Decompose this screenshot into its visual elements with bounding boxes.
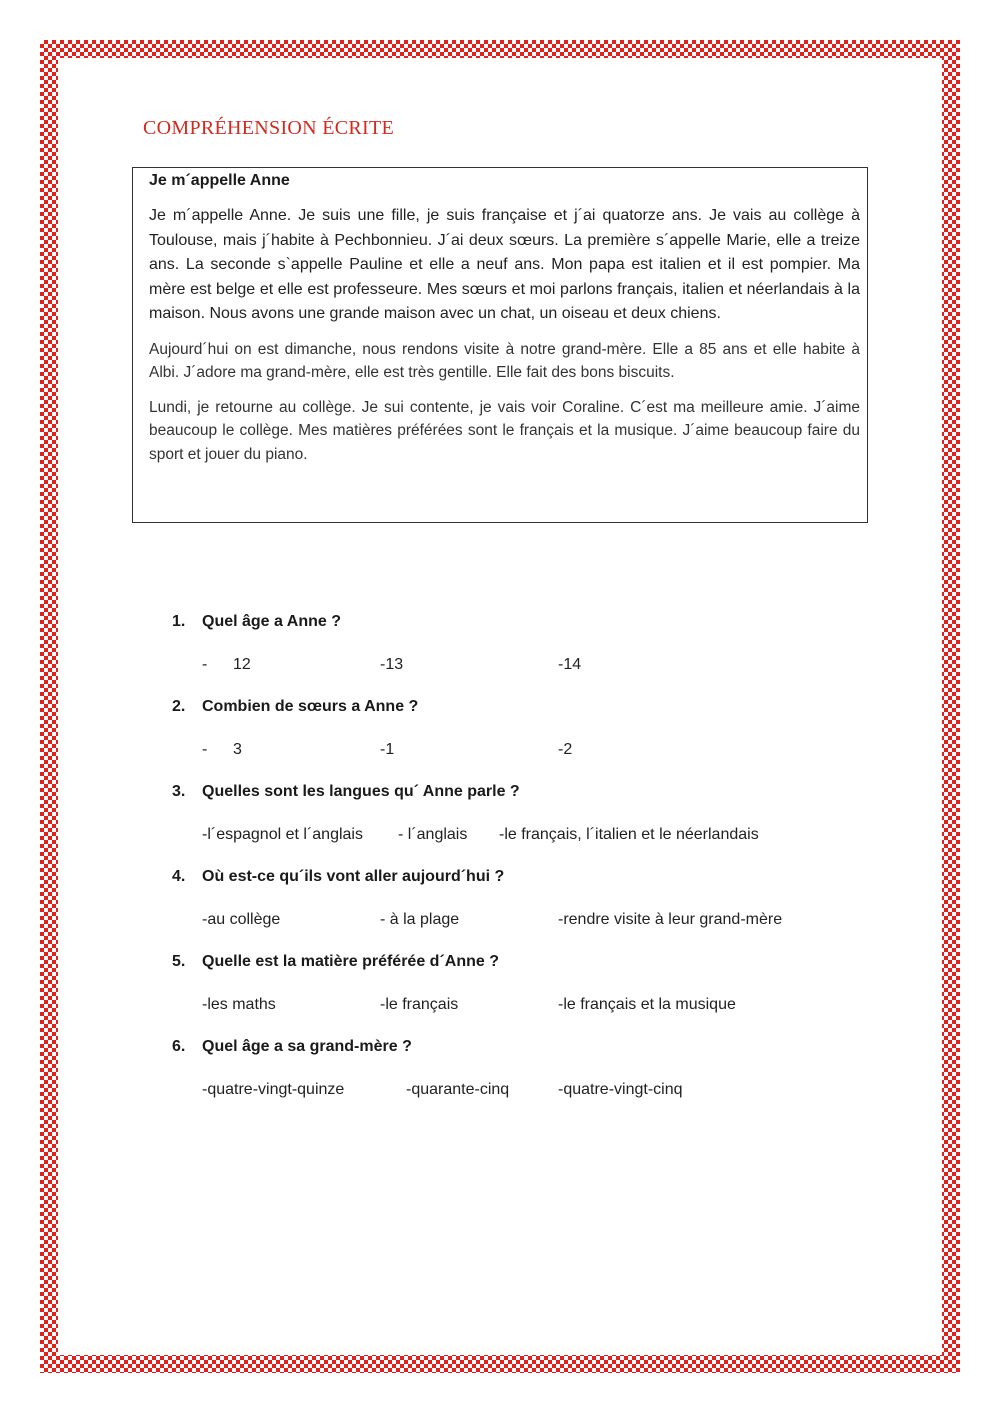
answer-option[interactable]: -le français, l´italien et le néerlandais <box>499 826 759 843</box>
question-number: 3. <box>172 783 186 800</box>
text-heading: Je m´appelle Anne <box>149 172 290 189</box>
answer-option[interactable]: -le français <box>380 996 459 1013</box>
answer-option[interactable]: 3 <box>233 741 242 758</box>
answer-option[interactable]: -l´espagnol et l´anglais <box>202 826 363 843</box>
question-number: 2. <box>172 698 186 715</box>
question-3 <box>172 783 892 868</box>
question-text: Quel âge a sa grand-mère ? <box>202 1038 412 1055</box>
question-text: Quelles sont les langues qu´ Anne parle ? <box>202 783 520 800</box>
answer-options <box>202 1081 882 1103</box>
answer-option[interactable]: -rendre visite à leur grand-mère <box>558 911 783 928</box>
question-text: Quelle est la matière préférée d´Anne ? <box>202 953 499 970</box>
reading-text-box <box>132 167 868 523</box>
answer-option[interactable]: - l´anglais <box>398 826 468 843</box>
question-text: Combien de sœurs a Anne ? <box>202 698 419 715</box>
answer-option[interactable]: -le français et la musique <box>558 996 736 1013</box>
question-text: Où est-ce qu´ils vont aller aujourd´hui ? <box>202 868 505 885</box>
question-list <box>172 613 892 1123</box>
option-marker: - <box>202 656 208 673</box>
question-number: 4. <box>172 868 186 885</box>
question-2 <box>172 698 892 783</box>
answer-option[interactable]: - à la plage <box>380 911 460 928</box>
question-text: Quel âge a Anne ? <box>202 613 341 630</box>
question-4 <box>172 868 892 953</box>
question-number: 5. <box>172 953 186 970</box>
answer-option[interactable]: -quatre-vingt-quinze <box>202 1081 345 1098</box>
text-paragraph-1: Je m´appelle Anne. Je suis une fille, je suis française et j´ai quatorze ans. Je vais au collège à Toulouse, mais j´habite à Pechbonnieu. J´ai deux sœurs. La première s´appelle Marie, elle a treize ans. La seconde s`appelle Pauline et elle a neuf ans. Mon papa est italien et il est pompier. Ma mère est belge et elle est professeure. Mes sœurs et moi parlons français, italien et néerlandais à la maison. Nous avons une grande maison avec un chat, un oiseau et deux chiens. <box>149 207 860 322</box>
answer-options <box>202 911 882 933</box>
question-5 <box>172 953 892 1038</box>
question-1 <box>172 613 892 698</box>
answer-option[interactable]: -les maths <box>202 996 276 1013</box>
answer-option[interactable]: -quatre-vingt-cinq <box>558 1081 683 1098</box>
answer-option[interactable]: -au collège <box>202 911 281 928</box>
text-paragraph-2: Aujourd´hui on est dimanche, nous rendons visite à notre grand-mère. Elle a 85 ans et elle habite à Albi. J´adore ma grand-mère, elle est très gentille. Elle fait des bons biscuits. <box>149 340 860 381</box>
text-paragraph-3: Lundi, je retourne au collège. Je sui contente, je vais voir Coraline. C´est ma meilleure amie. J´aime beaucoup le collège. Mes matières préférées sont le français et la musique. J´aime beaucoup faire du sport et jouer du piano. <box>149 398 860 463</box>
answer-option[interactable]: -14 <box>558 656 582 673</box>
answer-option[interactable]: -quarante-cinq <box>406 1081 510 1098</box>
question-number: 6. <box>172 1038 186 1055</box>
page-title: COMPRÉHENSION ÉCRITE <box>143 117 395 139</box>
option-marker: - <box>202 741 208 758</box>
answer-option[interactable]: -13 <box>380 656 404 673</box>
question-6 <box>172 1038 892 1123</box>
answer-option[interactable]: -1 <box>380 741 395 758</box>
answer-options <box>202 656 882 678</box>
answer-options <box>202 741 882 763</box>
answer-options <box>202 996 882 1018</box>
answer-option[interactable]: -2 <box>558 741 573 758</box>
question-number: 1. <box>172 613 186 630</box>
answer-options <box>202 826 882 848</box>
answer-option[interactable]: 12 <box>233 656 251 673</box>
